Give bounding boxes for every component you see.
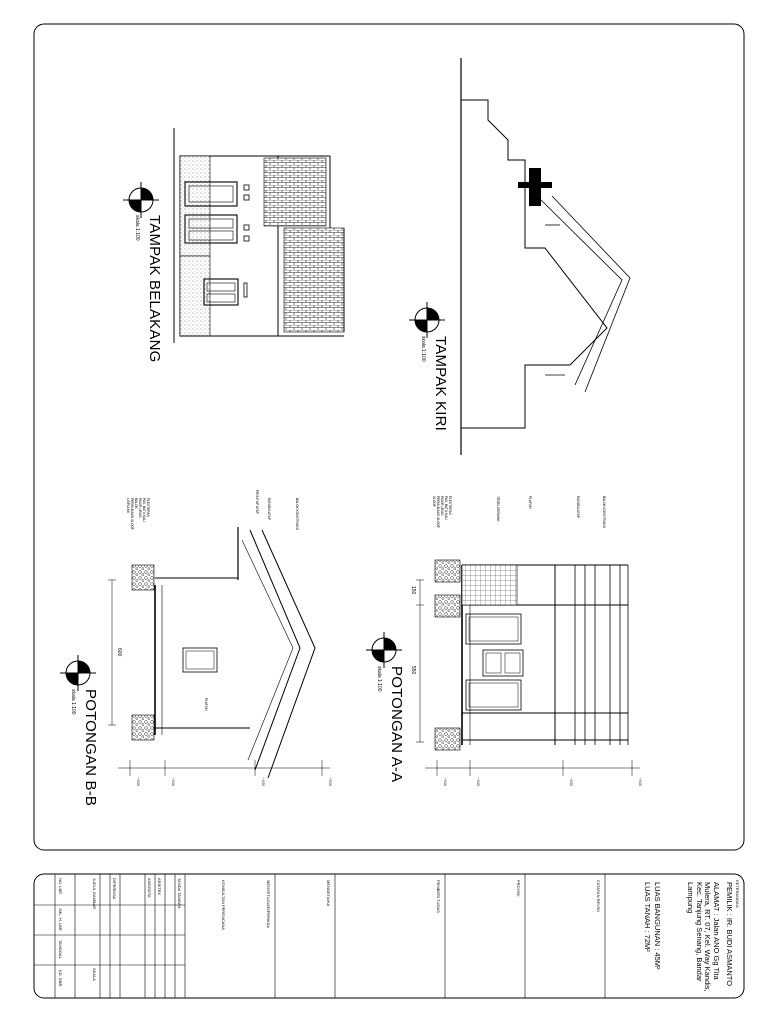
pemberi-tugas-label: PEMBERI TUGAS — [436, 880, 441, 913]
tanda-tangan-label: TANDA TANGAN — [177, 878, 182, 909]
annotation-label: SLOOF — [432, 496, 436, 507]
annotation-label: BALOK KONSTRUKSI — [602, 496, 606, 529]
project-address: ALAMAT : Jalan ANO Gg Tita Mulera, RT. 07, Kel. Way Kandis, Kec. Tanjung Senang, Bandar Lampung — [686, 882, 721, 992]
annotation-label: PERMUKAAN SLOOF — [436, 496, 440, 528]
level-label: +5.00 — [638, 778, 642, 787]
kode-gambar-label: KD. GBR — [58, 970, 63, 987]
annotation-label: LISPLANK — [126, 498, 130, 514]
potongan-aa-title: POTONGAN A-A — [388, 666, 405, 783]
keterangan-label: KETERANGAN — [735, 880, 740, 908]
title-block-frame — [34, 874, 744, 998]
tampak-belakang-scale: skala 1:100 — [134, 215, 140, 241]
annotation-label: PASIR URUG — [440, 496, 444, 516]
north-arrow-icon — [366, 632, 402, 668]
annotation-label: BALOK — [134, 498, 138, 509]
catatan-revisi-label: CATATAN REVISI — [596, 880, 601, 912]
north-arrow-icon — [409, 302, 445, 338]
annotation-label: PASIR URUG — [138, 498, 142, 518]
proyek-label: PROYEK — [516, 880, 521, 897]
level-label: +3.50 — [261, 778, 265, 787]
annotation-label: PENUTUP ATAP — [255, 490, 259, 514]
annotation-label: BALOK KONSTRUKSI — [295, 498, 299, 531]
annotation-label: PLAFON — [204, 698, 208, 711]
menyetujui-label: MENYETUJUI/DIPERIKSA — [266, 880, 271, 929]
level-label: +0.00 — [443, 778, 447, 787]
tampak-belakang-drawing — [174, 128, 344, 343]
north-arrow-icon — [123, 182, 159, 218]
level-label: +5.00 — [328, 778, 332, 787]
annotation-label: PLESTERAN — [448, 496, 452, 515]
building-area: LUAS BANGUNAN : 45M² — [653, 882, 662, 970]
konsultan-label: KONSULTAN PERENCANA — [221, 880, 226, 930]
annotation-label: PERMUKAAN SLOOF — [130, 498, 134, 530]
annotation-label: PLAFON — [528, 496, 532, 509]
north-arrow-icon — [60, 655, 96, 691]
annotation-label: PAS. BATU KALI — [444, 496, 448, 520]
mengetahui-label: MENGETAHUI — [326, 880, 331, 907]
tampak-kiri-drawing — [461, 58, 630, 455]
judul-gambar-label: JUDUL GAMBAR — [92, 878, 97, 910]
annotation-label: PAS. BATU KALI — [142, 498, 146, 522]
annotation-label: TEGEL KERAMIK — [496, 496, 500, 522]
level-label: +3.00 — [171, 778, 175, 787]
no-lembar-label: NO. LBR — [58, 878, 63, 895]
level-label: +0.00 — [136, 778, 140, 787]
potongan-bb-scale: skala 1:100 — [70, 689, 76, 715]
arsitek-label: ARSITEK — [157, 878, 162, 896]
tampak-kiri-title: TAMPAK KIRI — [432, 336, 449, 431]
annotation-label: RANGKA ATAP — [576, 496, 580, 518]
tanggal-label: TANGGAL — [58, 940, 63, 959]
skala-label: SKALA — [92, 968, 97, 981]
potongan-aa-scale: skala 1:100 — [376, 666, 382, 692]
diperiksa-label: DIPERIKSA — [112, 878, 117, 900]
tampak-kiri-scale: skala 1:100 — [420, 336, 426, 362]
jml-lembar-label: JML. H. LBR — [58, 908, 63, 931]
land-area: LUAS TANAH : 72M² — [643, 882, 652, 952]
annotation-label: PLESTERAN — [146, 498, 150, 517]
tampak-belakang-title: TAMPAK BELAKANG — [146, 215, 163, 363]
owner-name: PEMILIK : IR. BUDI ASMANTO — [725, 882, 734, 987]
dimension-label: 550 — [410, 666, 416, 675]
potongan-bb-drawing — [108, 527, 330, 778]
potongan-aa-drawing — [416, 560, 640, 776]
dimension-label: 150 — [410, 586, 416, 595]
potongan-bb-title: POTONGAN B-B — [82, 689, 99, 807]
level-label: +3.00 — [476, 778, 480, 787]
dimension-label: 600 — [116, 648, 122, 657]
annotation-label: RANGKA ATAP — [267, 498, 271, 520]
level-label: +3.50 — [569, 778, 573, 787]
anggota-label: ANGGOTA — [147, 878, 152, 898]
